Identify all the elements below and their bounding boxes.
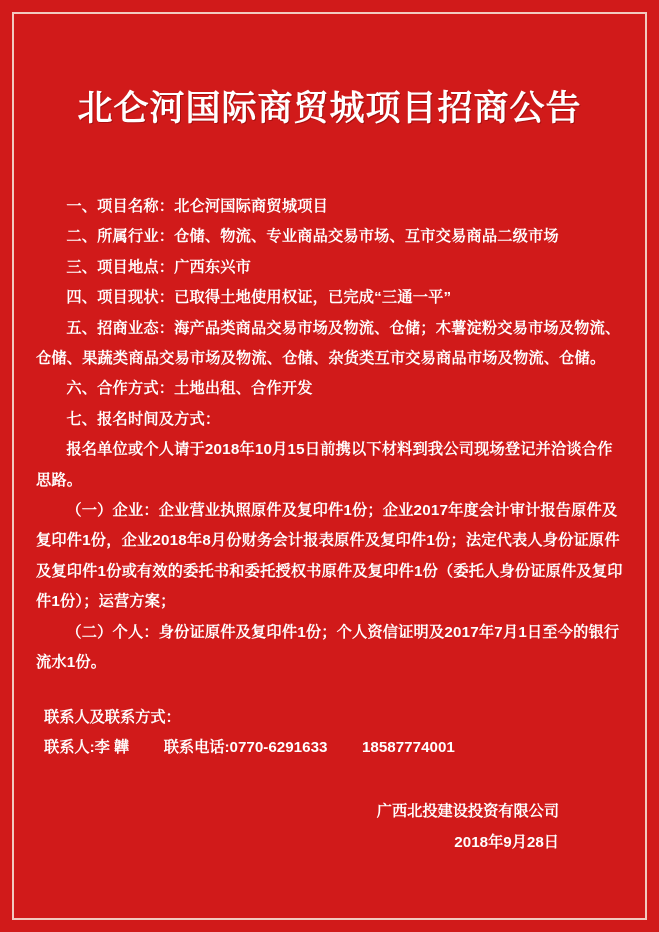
page-title: 北仑河国际商贸城项目招商公告	[77, 89, 582, 128]
paragraph-cooperation-mode: 六、合作方式：土地出租、合作开发	[66, 380, 313, 398]
paragraph-industry: 二、所属行业：仓储、物流、专业商品交易市场、互市交易商品二级市场	[66, 228, 559, 246]
contact-heading: 联系人及联系方式：	[44, 708, 181, 726]
paragraph-status: 四、项目现状：已取得土地使用权证，已完成“三通一平”	[66, 289, 452, 307]
contact-section	[36, 703, 623, 764]
paragraph-application-heading: 七、报名时间及方式：	[66, 410, 221, 428]
paragraph-individual-materials: （二）个人：身份证原件及复印件1份；个人资信证明及2017年7月1日至今的银行流水1份。	[36, 623, 620, 672]
paragraph-location: 三、项目地点：广西东兴市	[66, 258, 252, 276]
contact-person: 联系人:李 韡	[44, 738, 130, 756]
contact-mobile: 18587774001	[361, 738, 455, 756]
contact-details	[44, 733, 623, 763]
paragraph-application-deadline: 报名单位或个人请于2018年10月15日前携以下材料到我公司现场登记并洽谈合作思路。	[36, 441, 613, 489]
paragraph-project-name: 一、项目名称：北仑河国际商贸城项目	[66, 198, 328, 215]
signature-date: 2018年9月28日	[454, 833, 559, 851]
signature-company: 广西北投建设投资有限公司	[376, 803, 559, 821]
paragraph-business-types: 五、招商业态：海产品类商品交易市场及物流、仓储；木薯淀粉交易市场及物流、仓储、果蔬类商品交易市场及物流、仓储、杂货类互市交易商品市场及物流、仓储。	[36, 319, 621, 368]
announcement-body	[36, 192, 623, 679]
contact-phone: 联系电话:0770-6291633	[163, 738, 328, 756]
signature-section	[36, 797, 623, 858]
spacer	[36, 679, 623, 693]
paragraph-enterprise-materials: （一）企业：企业营业执照原件及复印件1份；企业2017年度会计审计报告原件及复印件1份，企业2018年8月份财务会计报表原件及复印件1份；法定代表人身份证原件及复印件1份或有效的委托书和委托授权书原件及复印件1份（委托人身份证原件及复印件1份）；运营方案；	[36, 502, 623, 611]
